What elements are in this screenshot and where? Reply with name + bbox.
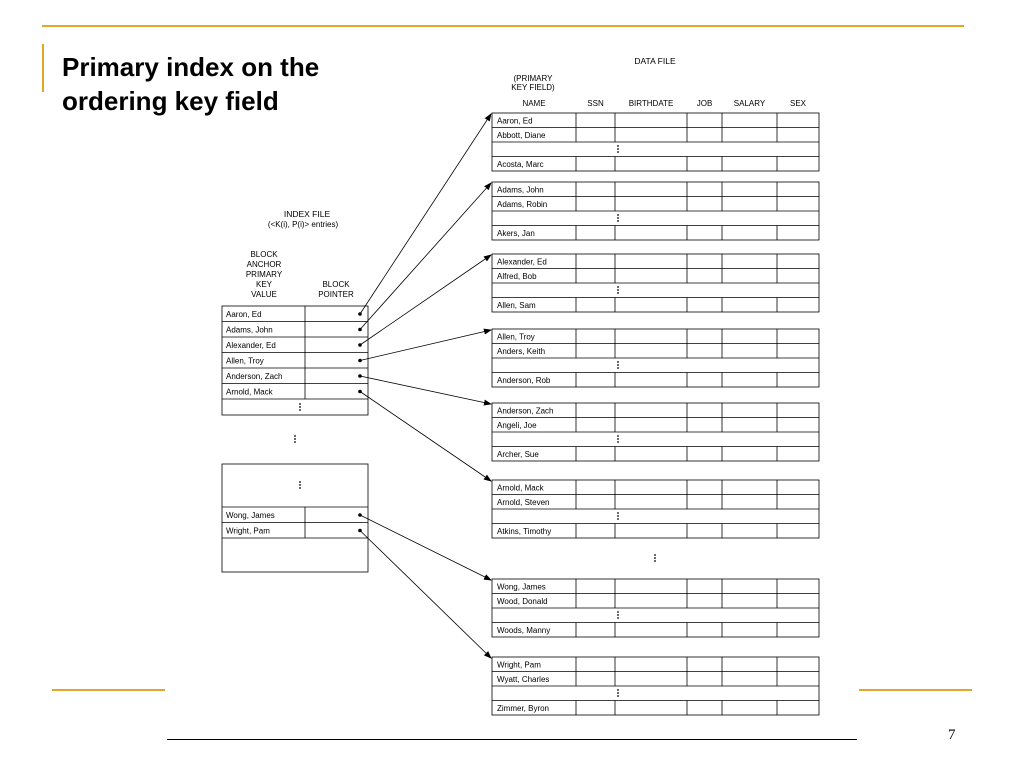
data-record-name: Atkins, Timothy bbox=[497, 527, 552, 536]
dot bbox=[617, 217, 619, 219]
pointer-arrow bbox=[360, 531, 491, 659]
data-record-name: Arnold, Mack bbox=[497, 483, 544, 493]
index-header-pointer-line: BLOCK bbox=[322, 280, 350, 289]
dot bbox=[294, 438, 296, 440]
dot bbox=[617, 611, 619, 613]
dot bbox=[617, 692, 619, 694]
dot bbox=[617, 289, 619, 291]
data-record-name: Wright, Pam bbox=[497, 660, 541, 670]
dot bbox=[617, 292, 619, 294]
pointer-arrow bbox=[360, 114, 491, 314]
data-record-name: Abbott, Diane bbox=[497, 131, 546, 140]
data-record-name: Adams, John bbox=[497, 185, 544, 195]
index-entry: Wong, James bbox=[226, 511, 275, 520]
data-block bbox=[492, 329, 819, 387]
dot bbox=[617, 695, 619, 697]
index-continuation-ellipsis bbox=[299, 403, 301, 411]
slide-title-line-1: Primary index on the bbox=[62, 52, 320, 82]
pointer-arrow bbox=[360, 255, 491, 345]
column-header-job: JOB bbox=[696, 99, 713, 108]
dot bbox=[617, 148, 619, 150]
data-file-column-headers bbox=[522, 99, 806, 108]
index-col-anchor-header bbox=[246, 250, 283, 299]
index-block-ellipsis bbox=[299, 481, 301, 489]
data-record-name: Alfred, Bob bbox=[497, 272, 537, 281]
dot bbox=[654, 560, 656, 562]
data-record-name: Adams, Robin bbox=[497, 200, 548, 209]
data-block-ellipsis bbox=[617, 512, 619, 520]
dot bbox=[617, 367, 619, 369]
data-block-ellipsis bbox=[617, 214, 619, 222]
column-header-ssn: SSN bbox=[587, 99, 604, 108]
primary-key-label-2: KEY FIELD) bbox=[511, 83, 555, 92]
index-entry: Adams, John bbox=[226, 325, 273, 335]
index-header-pointer-line: POINTER bbox=[318, 290, 354, 299]
data-block-ellipsis bbox=[617, 145, 619, 153]
data-gap-ellipsis bbox=[654, 554, 656, 562]
data-block-ellipsis bbox=[617, 611, 619, 619]
column-header-birthdate: BIRTHDATE bbox=[628, 99, 674, 108]
index-entry: Aaron, Ed bbox=[226, 310, 262, 319]
dot bbox=[299, 403, 301, 405]
dot bbox=[617, 614, 619, 616]
dot bbox=[617, 145, 619, 147]
data-record-name: Woods, Manny bbox=[497, 626, 551, 635]
ellipsis-marks bbox=[294, 435, 656, 562]
data-record-name: Zimmer, Byron bbox=[497, 704, 550, 713]
dot bbox=[617, 364, 619, 366]
data-block-ellipsis bbox=[617, 689, 619, 697]
dot bbox=[299, 484, 301, 486]
data-block bbox=[492, 480, 819, 538]
index-header-anchor-line: PRIMARY bbox=[245, 270, 283, 279]
data-record-name: Wong, James bbox=[497, 582, 546, 592]
data-file-title: DATA FILE bbox=[634, 56, 676, 66]
pointer-arrow bbox=[360, 330, 491, 361]
data-block bbox=[492, 113, 819, 171]
data-block bbox=[492, 403, 819, 461]
data-record-name: Anders, Keith bbox=[497, 347, 546, 356]
index-entry: Allen, Troy bbox=[226, 356, 264, 366]
dot bbox=[617, 518, 619, 520]
index-header-anchor-line: BLOCK bbox=[250, 250, 278, 259]
dot bbox=[299, 409, 301, 411]
dot bbox=[617, 512, 619, 514]
dot bbox=[294, 441, 296, 443]
dot bbox=[617, 151, 619, 153]
index-file-title: INDEX FILE bbox=[283, 209, 331, 219]
pointer-arrow bbox=[360, 392, 491, 482]
dot bbox=[617, 361, 619, 363]
dot bbox=[617, 220, 619, 222]
data-record-name: Alexander, Ed bbox=[497, 257, 547, 267]
index-entry: Anderson, Zach bbox=[226, 372, 283, 381]
index-entry: Arnold, Mack bbox=[226, 387, 273, 397]
index-file-subtitle: (<K(i), P(i)> entries) bbox=[267, 220, 339, 229]
dot bbox=[299, 487, 301, 489]
column-header-salary: SALARY bbox=[733, 99, 766, 108]
data-record-name: Angeli, Joe bbox=[497, 421, 537, 430]
data-record-name: Wood, Donald bbox=[497, 597, 548, 606]
pointer-arrow bbox=[360, 183, 491, 330]
data-record-name: Anderson, Rob bbox=[497, 376, 551, 385]
dot bbox=[617, 617, 619, 619]
dot bbox=[617, 435, 619, 437]
data-block bbox=[492, 182, 819, 240]
slide-title-line-2: ordering key field bbox=[62, 86, 279, 116]
dot bbox=[617, 286, 619, 288]
dot bbox=[654, 557, 656, 559]
dot bbox=[617, 441, 619, 443]
dot bbox=[617, 214, 619, 216]
pointer-arrow bbox=[360, 515, 491, 580]
data-record-name: Acosta, Marc bbox=[497, 160, 544, 169]
dot bbox=[617, 438, 619, 440]
dot bbox=[617, 689, 619, 691]
index-header-anchor-line: VALUE bbox=[251, 290, 277, 299]
data-record-name: Anderson, Zach bbox=[497, 406, 554, 416]
dot bbox=[617, 515, 619, 517]
dot bbox=[294, 435, 296, 437]
dot bbox=[654, 554, 656, 556]
data-block bbox=[492, 579, 819, 637]
primary-key-label-1: (PRIMARY bbox=[513, 74, 553, 83]
data-block-ellipsis bbox=[617, 286, 619, 294]
data-record-name: Allen, Sam bbox=[497, 301, 536, 310]
column-header-sex: SEX bbox=[789, 99, 807, 108]
dot bbox=[299, 481, 301, 483]
data-block-ellipsis bbox=[617, 361, 619, 369]
index-gap-ellipsis bbox=[294, 435, 296, 443]
block-pointer-arrows bbox=[360, 114, 491, 658]
index-header-anchor-line: ANCHOR bbox=[246, 260, 282, 269]
data-record-name: Aaron, Ed bbox=[497, 116, 533, 126]
index-entry: Wright, Pam bbox=[226, 526, 270, 536]
data-record-name: Arnold, Steven bbox=[497, 498, 550, 507]
data-record-name: Archer, Sue bbox=[497, 450, 539, 459]
column-header-name: NAME bbox=[522, 99, 546, 108]
data-block-ellipsis bbox=[617, 435, 619, 443]
pointer-arrow bbox=[360, 376, 491, 404]
data-block bbox=[492, 254, 819, 312]
data-file-blocks bbox=[492, 113, 819, 715]
page-number: 7 bbox=[948, 727, 956, 743]
index-header-anchor-line: KEY bbox=[255, 280, 273, 289]
data-record-name: Allen, Troy bbox=[497, 332, 535, 342]
data-block bbox=[492, 657, 819, 715]
data-record-name: Wyatt, Charles bbox=[497, 675, 550, 684]
index-entry: Alexander, Ed bbox=[226, 341, 276, 350]
dot bbox=[299, 406, 301, 408]
data-record-name: Akers, Jan bbox=[497, 229, 535, 238]
index-col-pointer-header bbox=[318, 280, 354, 299]
